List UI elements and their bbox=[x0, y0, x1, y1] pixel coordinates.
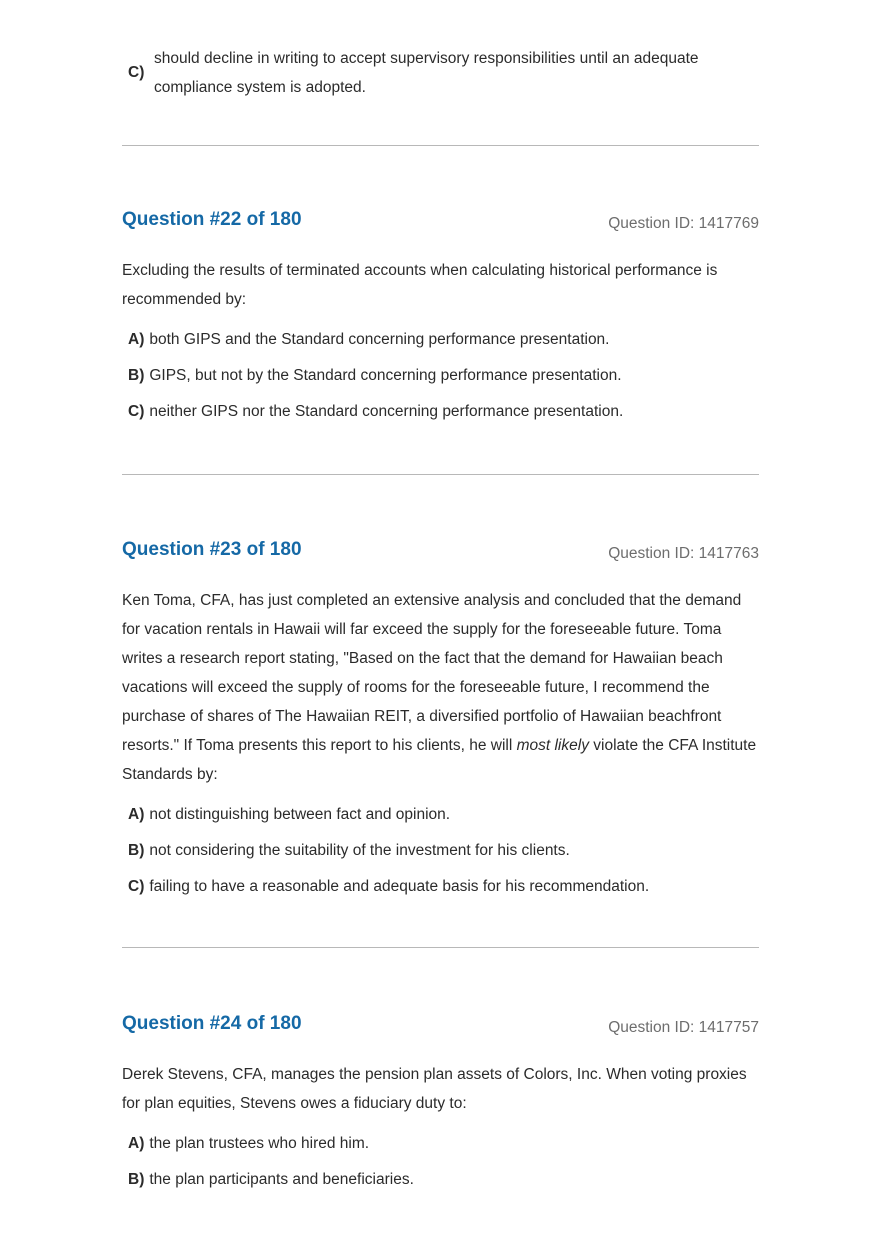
question-stem bbox=[122, 586, 759, 789]
stem-emphasis: most likely bbox=[516, 737, 589, 754]
question-24 bbox=[122, 1013, 759, 1205]
option-a[interactable] bbox=[122, 804, 759, 826]
option-letter: B) bbox=[128, 842, 145, 859]
stem-text: Ken Toma, CFA, has just completed an extensive analysis and concluded that the demand for vacation rentals in Hawaii will far exceed the supply for the foreseeable future. Toma writes a research report stating, "Based on the fact that the demand for Hawaiian beach vacations will exceed the supply of rooms for the foreseeable future, I recommend the purchase of shares of The Hawaiian REIT, a diversified portfolio of Hawaiian beachfront resorts." If Toma presents this report to his clients, he will bbox=[122, 592, 742, 754]
question-stem: Excluding the results of terminated accounts when calculating historical performance is recommended by: bbox=[122, 262, 718, 308]
question-title: Question #23 of 180 bbox=[122, 539, 302, 560]
option-text: not distinguishing between fact and opinion. bbox=[149, 806, 451, 823]
question-stem: Derek Stevens, CFA, manages the pension plan assets of Colors, Inc. When voting proxies for plan equities, Stevens owes a fiduciary duty to: bbox=[122, 1066, 747, 1112]
stem-text: violate the CFA Institute Standards by: bbox=[122, 737, 757, 783]
option-letter: C) bbox=[128, 878, 145, 895]
option-text: the plan trustees who hired him. bbox=[149, 1135, 370, 1152]
option-letter: B) bbox=[128, 367, 145, 384]
answer-options bbox=[122, 804, 759, 898]
answer-options bbox=[122, 1133, 759, 1191]
option-text: failing to have a reasonable and adequate basis for his recommendation. bbox=[149, 878, 650, 895]
option-text: GIPS, but not by the Standard concerning performance presentation. bbox=[149, 367, 622, 384]
option-a[interactable] bbox=[122, 1133, 759, 1155]
option-letter: A) bbox=[128, 1135, 145, 1152]
option-b[interactable] bbox=[122, 365, 759, 387]
question-id: Question ID: 1417757 bbox=[608, 1019, 759, 1036]
divider bbox=[122, 947, 759, 948]
option-text: should decline in writing to accept supervisory responsibilities until an adequate compliance system is adopted. bbox=[154, 50, 699, 96]
option-letter: A) bbox=[128, 806, 145, 823]
option-text: both GIPS and the Standard concerning performance presentation. bbox=[149, 331, 610, 348]
option-c[interactable] bbox=[122, 876, 759, 898]
option-text: not considering the suitability of the investment for his clients. bbox=[149, 842, 570, 859]
question-23 bbox=[122, 539, 759, 912]
question-id: Question ID: 1417763 bbox=[608, 545, 759, 562]
option-c[interactable] bbox=[122, 44, 759, 102]
question-title: Question #22 of 180 bbox=[122, 209, 302, 230]
answer-options bbox=[122, 329, 759, 423]
option-b[interactable] bbox=[122, 1169, 759, 1191]
question-id: Question ID: 1417769 bbox=[608, 215, 759, 232]
question-22 bbox=[122, 209, 759, 437]
question-title: Question #24 of 180 bbox=[122, 1013, 302, 1034]
option-a[interactable] bbox=[122, 329, 759, 351]
option-text: the plan participants and beneficiaries. bbox=[149, 1171, 414, 1188]
option-letter: A) bbox=[128, 331, 145, 348]
option-text: neither GIPS nor the Standard concerning performance presentation. bbox=[149, 403, 624, 420]
option-c[interactable] bbox=[122, 401, 759, 423]
option-letter: C) bbox=[128, 64, 145, 81]
divider bbox=[122, 145, 759, 146]
divider bbox=[122, 474, 759, 475]
option-letter: C) bbox=[128, 403, 145, 420]
option-letter: B) bbox=[128, 1171, 145, 1188]
option-b[interactable] bbox=[122, 840, 759, 862]
